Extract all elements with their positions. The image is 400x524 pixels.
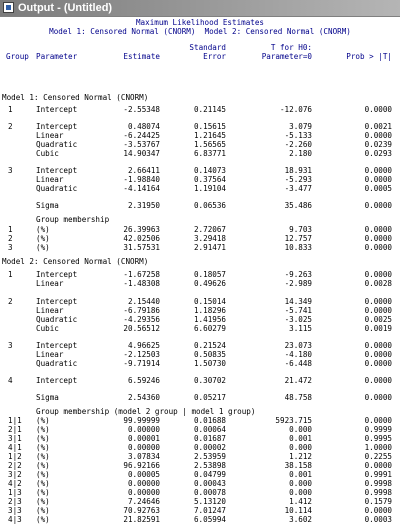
cell-parameter: Linear: [36, 279, 64, 288]
cell-prob: 0.0021: [364, 122, 392, 131]
cell-standard-error: 6.60279: [193, 324, 226, 333]
cell-t-value: -5.741: [284, 306, 312, 315]
cell-prob: 0.0000: [364, 306, 392, 315]
cell-estimate: -4.14164: [123, 184, 160, 193]
cell-standard-error: 6.05994: [193, 515, 226, 524]
cell-group: 3: [8, 341, 13, 350]
cell-t-value: 0.000: [289, 443, 312, 452]
cell-standard-error: 0.01688: [193, 416, 226, 425]
report-title: Maximum Likelihood Estimates: [135, 18, 264, 27]
cell-parameter: (%): [36, 461, 50, 470]
cell-parameter: Linear: [36, 350, 64, 359]
cell-estimate: 31.57531: [123, 243, 160, 252]
cell-estimate: 0.00000: [127, 425, 160, 434]
cell-estimate: 14.90347: [123, 149, 160, 158]
cell-parameter: Intercept: [36, 297, 78, 306]
cell-group: 1: [8, 105, 13, 114]
header-t-for-h0: T for H0:: [270, 43, 312, 52]
cell-parameter: Cubic: [36, 149, 59, 158]
cell-group: 2|2: [8, 461, 22, 470]
cell-estimate: 0.00005: [127, 470, 160, 479]
cell-group: 2: [8, 234, 13, 243]
cell-estimate: -6.79186: [123, 306, 160, 315]
cell-prob: 0.0000: [364, 461, 392, 470]
cell-group: 2|3: [8, 497, 22, 506]
header-parameter-0: Parameter=0: [261, 52, 312, 61]
cell-estimate: 21.82591: [123, 515, 160, 524]
header-parameter: Parameter: [36, 52, 78, 61]
cell-t-value: 14.349: [284, 297, 312, 306]
cell-estimate: -1.98840: [123, 175, 160, 184]
cell-standard-error: 1.56565: [193, 140, 226, 149]
cell-estimate: 3.07834: [127, 452, 160, 461]
output-pane[interactable]: [0, 16, 400, 524]
cell-estimate: 6.59246: [127, 376, 160, 385]
window-title: Output - (Untitled): [18, 2, 113, 14]
cell-prob: 0.0239: [364, 140, 392, 149]
cell-parameter: Intercept: [36, 376, 78, 385]
window-titlebar[interactable]: [0, 0, 400, 16]
cell-prob: 0.0000: [364, 234, 392, 243]
cell-standard-error: 0.14073: [193, 166, 226, 175]
cell-parameter: (%): [36, 452, 50, 461]
cell-prob: 0.0000: [364, 105, 392, 114]
cell-t-value: -2.260: [284, 140, 312, 149]
cell-group: 1|3: [8, 488, 22, 497]
cell-t-value: 12.757: [284, 234, 312, 243]
cell-estimate: 0.00000: [127, 479, 160, 488]
cell-prob: 0.1579: [364, 497, 392, 506]
cell-group: 4|3: [8, 515, 22, 524]
cell-parameter: Linear: [36, 306, 64, 315]
cell-parameter: Intercept: [36, 270, 78, 279]
cell-standard-error: 0.30702: [193, 376, 226, 385]
cell-parameter: Intercept: [36, 341, 78, 350]
cell-prob: 0.9999: [364, 425, 392, 434]
cell-parameter: (%): [36, 243, 50, 252]
cell-prob: 0.0000: [364, 416, 392, 425]
cell-estimate: 70.92763: [123, 506, 160, 515]
group-membership-label: Group membership: [36, 215, 110, 224]
header-standard: Standard: [189, 43, 226, 52]
cell-prob: 0.9998: [364, 488, 392, 497]
cell-group: 1: [8, 225, 13, 234]
cell-estimate: 20.56512: [123, 324, 160, 333]
cell-t-value: 38.158: [284, 461, 312, 470]
cell-estimate: 0.00001: [127, 434, 160, 443]
cell-standard-error: 1.19104: [193, 184, 226, 193]
cell-parameter: Cubic: [36, 324, 59, 333]
cell-standard-error: 0.04799: [193, 470, 226, 479]
cell-t-value: 0.001: [289, 470, 312, 479]
cell-prob: 0.0000: [364, 270, 392, 279]
cell-prob: 1.0000: [364, 443, 392, 452]
cell-parameter: (%): [36, 470, 50, 479]
header-estimate: Estimate: [123, 52, 160, 61]
cell-parameter: (%): [36, 434, 50, 443]
cell-parameter: (%): [36, 234, 50, 243]
cell-prob: 0.0000: [364, 131, 392, 140]
cell-t-value: 3.602: [289, 515, 312, 524]
header-error: Error: [203, 52, 226, 61]
cell-group: 3: [8, 243, 13, 252]
cell-standard-error: 0.06536: [193, 201, 226, 210]
sas-output-icon: [3, 2, 14, 13]
cell-parameter: (%): [36, 225, 50, 234]
cell-t-value: 23.073: [284, 341, 312, 350]
cell-standard-error: 6.83771: [193, 149, 226, 158]
cell-standard-error: 1.21645: [193, 131, 226, 140]
cell-standard-error: 0.21524: [193, 341, 226, 350]
cell-estimate: 7.24646: [127, 497, 160, 506]
cell-estimate: 26.39963: [123, 225, 160, 234]
cell-t-value: -3.025: [284, 315, 312, 324]
cell-prob: 0.0000: [364, 506, 392, 515]
cell-prob: 0.0005: [364, 184, 392, 193]
cell-prob: 0.0000: [364, 376, 392, 385]
cell-estimate: -1.48308: [123, 279, 160, 288]
cell-t-value: 21.472: [284, 376, 312, 385]
cell-parameter: (%): [36, 416, 50, 425]
header-group: Group: [6, 52, 29, 61]
cell-estimate: 2.54360: [127, 393, 160, 402]
cell-estimate: -1.67258: [123, 270, 160, 279]
cell-parameter: Intercept: [36, 122, 78, 131]
cell-t-value: -9.263: [284, 270, 312, 279]
cell-parameter: Quadratic: [36, 315, 78, 324]
cell-prob: 0.9991: [364, 470, 392, 479]
cell-standard-error: 0.37564: [193, 175, 226, 184]
cell-estimate: -6.24425: [123, 131, 160, 140]
group-membership-label: Group membership (model 2 group | model 1 group): [36, 407, 256, 416]
cell-standard-error: 0.05217: [193, 393, 226, 402]
cell-standard-error: 7.01247: [193, 506, 226, 515]
cell-t-value: 9.703: [289, 225, 312, 234]
cell-parameter: Quadratic: [36, 184, 78, 193]
cell-prob: 0.0000: [364, 243, 392, 252]
cell-prob: 0.2255: [364, 452, 392, 461]
cell-group: 1|1: [8, 416, 22, 425]
cell-group: 4|2: [8, 479, 22, 488]
cell-group: 3|3: [8, 506, 22, 515]
cell-standard-error: 0.49626: [193, 279, 226, 288]
cell-prob: 0.0293: [364, 149, 392, 158]
cell-parameter: Linear: [36, 175, 64, 184]
cell-estimate: -3.53767: [123, 140, 160, 149]
cell-t-value: 3.079: [289, 122, 312, 131]
cell-parameter: (%): [36, 488, 50, 497]
cell-standard-error: 1.41956: [193, 315, 226, 324]
cell-prob: 0.0000: [364, 175, 392, 184]
section-heading: Model 2: Censored Normal (CNORM): [2, 257, 149, 266]
cell-estimate: 96.92166: [123, 461, 160, 470]
cell-prob: 0.9995: [364, 434, 392, 443]
cell-estimate: 2.31950: [127, 201, 160, 210]
cell-estimate: 4.96625: [127, 341, 160, 350]
cell-group: 3: [8, 166, 13, 175]
cell-t-value: -5.133: [284, 131, 312, 140]
cell-t-value: 0.001: [289, 434, 312, 443]
cell-estimate: 0.00000: [127, 443, 160, 452]
cell-parameter: (%): [36, 515, 50, 524]
cell-t-value: -2.989: [284, 279, 312, 288]
cell-estimate: -4.29356: [123, 315, 160, 324]
header-prob: Prob > |T|: [346, 52, 392, 61]
cell-standard-error: 0.00043: [193, 479, 226, 488]
cell-group: 4: [8, 376, 13, 385]
report-subtitle: Model 1: Censored Normal (CNORM) Model 2: Censored Normal (CNORM): [49, 27, 351, 36]
cell-standard-error: 0.18057: [193, 270, 226, 279]
cell-parameter: (%): [36, 425, 50, 434]
cell-standard-error: 0.50835: [193, 350, 226, 359]
cell-prob: 0.0000: [364, 350, 392, 359]
cell-standard-error: 0.15014: [193, 297, 226, 306]
cell-estimate: 99.99999: [123, 416, 160, 425]
cell-parameter: Quadratic: [36, 140, 78, 149]
cell-prob: 0.0028: [364, 279, 392, 288]
cell-parameter: (%): [36, 506, 50, 515]
cell-estimate: 2.66411: [127, 166, 160, 175]
cell-group: 1|2: [8, 452, 22, 461]
cell-group: 2: [8, 122, 13, 131]
cell-parameter: Linear: [36, 131, 64, 140]
cell-parameter: Sigma: [36, 201, 59, 210]
cell-t-value: -3.477: [284, 184, 312, 193]
cell-group: 2|1: [8, 425, 22, 434]
cell-group: 4|1: [8, 443, 22, 452]
cell-t-value: 5923.715: [275, 416, 312, 425]
cell-prob: 0.0000: [364, 166, 392, 175]
cell-parameter: Intercept: [36, 166, 78, 175]
cell-standard-error: 0.00002: [193, 443, 226, 452]
cell-parameter: Quadratic: [36, 359, 78, 368]
cell-prob: 0.0000: [364, 201, 392, 210]
cell-prob: 0.0000: [364, 297, 392, 306]
cell-standard-error: 1.50730: [193, 359, 226, 368]
cell-prob: 0.0000: [364, 341, 392, 350]
cell-prob: 0.0003: [364, 515, 392, 524]
cell-parameter: (%): [36, 443, 50, 452]
cell-t-value: -4.180: [284, 350, 312, 359]
cell-standard-error: 3.29418: [193, 234, 226, 243]
cell-prob: 0.0025: [364, 315, 392, 324]
cell-parameter: (%): [36, 497, 50, 506]
cell-t-value: 2.180: [289, 149, 312, 158]
cell-t-value: 10.114: [284, 506, 312, 515]
cell-t-value: 3.115: [289, 324, 312, 333]
cell-t-value: 1.412: [289, 497, 312, 506]
cell-standard-error: 2.72067: [193, 225, 226, 234]
cell-t-value: 1.212: [289, 452, 312, 461]
cell-t-value: 0.000: [289, 488, 312, 497]
cell-estimate: -2.55348: [123, 105, 160, 114]
cell-prob: 0.0019: [364, 324, 392, 333]
cell-standard-error: 0.15615: [193, 122, 226, 131]
cell-t-value: -5.293: [284, 175, 312, 184]
cell-estimate: 2.15440: [127, 297, 160, 306]
cell-standard-error: 2.53959: [193, 452, 226, 461]
cell-standard-error: 0.00064: [193, 425, 226, 434]
cell-estimate: -2.12503: [123, 350, 160, 359]
section-heading: Model 1: Censored Normal (CNORM): [2, 93, 149, 102]
cell-group: 1: [8, 270, 13, 279]
cell-t-value: 48.758: [284, 393, 312, 402]
cell-t-value: 10.833: [284, 243, 312, 252]
cell-parameter: Intercept: [36, 105, 78, 114]
cell-standard-error: 2.53898: [193, 461, 226, 470]
cell-standard-error: 1.18296: [193, 306, 226, 315]
cell-parameter: (%): [36, 479, 50, 488]
cell-standard-error: 0.01687: [193, 434, 226, 443]
cell-estimate: -9.71914: [123, 359, 160, 368]
cell-standard-error: 0.00078: [193, 488, 226, 497]
cell-group: 3|2: [8, 470, 22, 479]
cell-estimate: 0.00000: [127, 488, 160, 497]
cell-prob: 0.9998: [364, 479, 392, 488]
cell-t-value: 0.000: [289, 479, 312, 488]
cell-group: 2: [8, 297, 13, 306]
cell-prob: 0.0000: [364, 225, 392, 234]
cell-parameter: Sigma: [36, 393, 59, 402]
cell-standard-error: 5.13120: [193, 497, 226, 506]
cell-estimate: 42.02506: [123, 234, 160, 243]
cell-prob: 0.0000: [364, 393, 392, 402]
cell-standard-error: 0.21145: [193, 105, 226, 114]
cell-group: 3|1: [8, 434, 22, 443]
cell-t-value: 35.486: [284, 201, 312, 210]
cell-t-value: 18.931: [284, 166, 312, 175]
cell-standard-error: 2.91471: [193, 243, 226, 252]
cell-prob: 0.0000: [364, 359, 392, 368]
cell-t-value: -6.448: [284, 359, 312, 368]
cell-estimate: 0.48074: [127, 122, 160, 131]
cell-t-value: 0.000: [289, 425, 312, 434]
cell-t-value: -12.076: [279, 105, 312, 114]
